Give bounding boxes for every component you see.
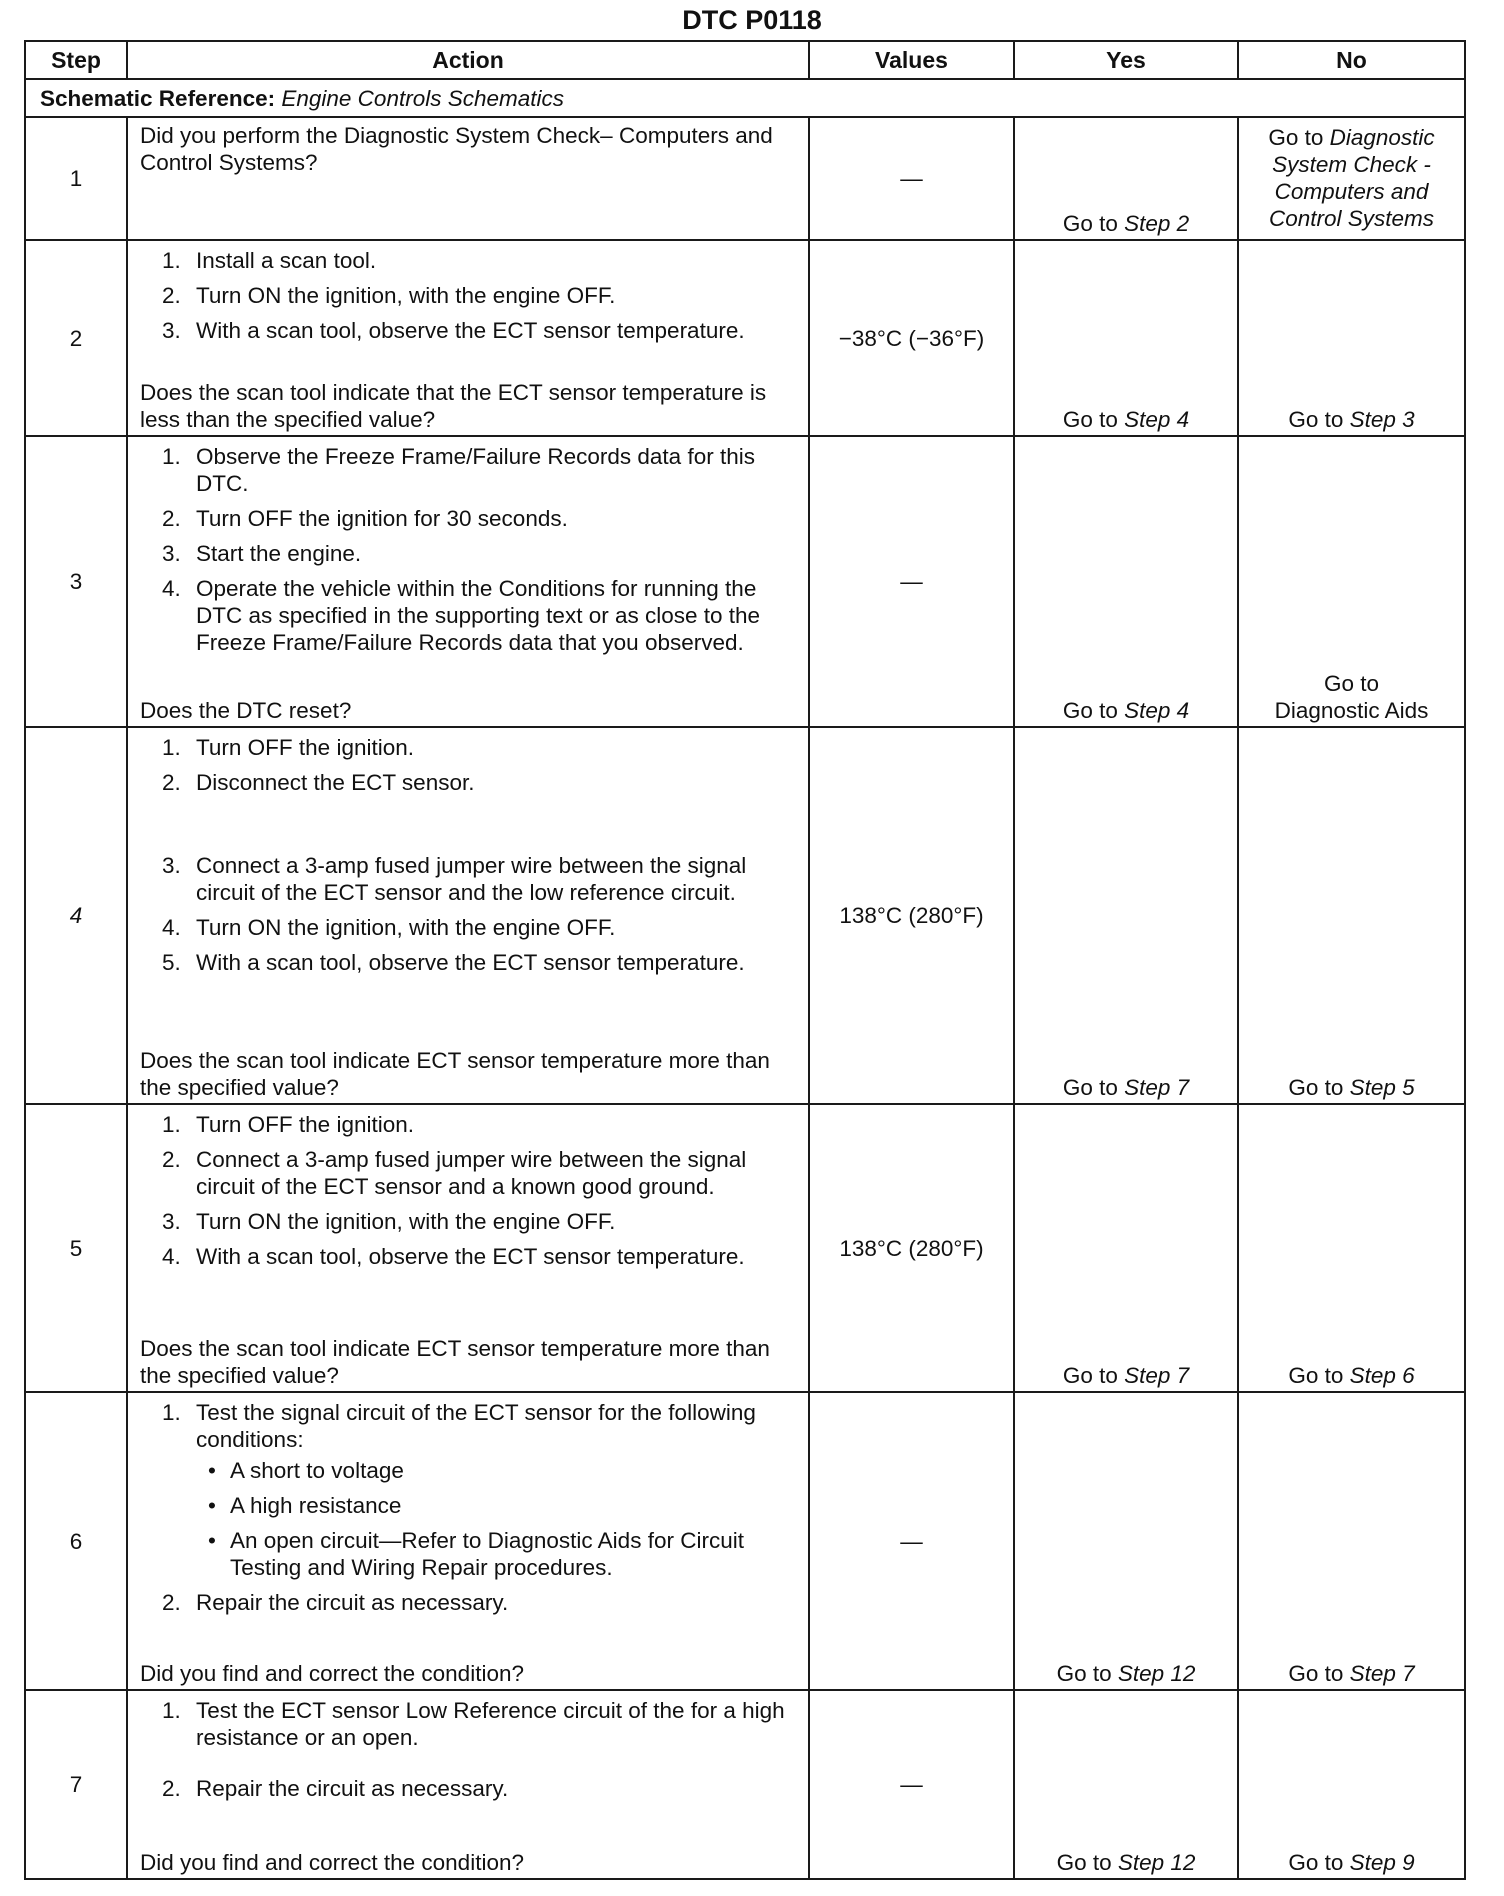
action-question: Does the scan tool indicate that the ECT sensor temperature is less than the specified value?: [140, 380, 767, 432]
step-number: 4: [25, 727, 127, 1104]
step-number: 1: [25, 117, 127, 240]
action-question: Did you find and correct the condition?: [140, 1661, 524, 1686]
action-steps: [140, 1697, 798, 1802]
list-item: 4. With a scan tool, observe the ECT sensor temperature.: [162, 1244, 745, 1269]
no-prefix: Go to: [1288, 1850, 1350, 1875]
schematic-reference-row: [25, 79, 1465, 117]
list-item: 1. Test the ECT sensor Low Reference circuit of the for a high resistance or an open.: [162, 1698, 785, 1750]
yes-prefix: Go to: [1062, 407, 1125, 432]
yes-link[interactable]: Step 7: [1124, 1363, 1190, 1388]
table-row: [25, 1104, 1465, 1392]
yes-cell: [1014, 1104, 1238, 1392]
action-cell: [127, 240, 809, 436]
action-cell: [127, 117, 809, 240]
action-steps: [140, 443, 798, 656]
list-item: 3. Turn ON the ignition, with the engine OFF.: [162, 1209, 616, 1234]
action-question: Does the DTC reset?: [140, 698, 352, 723]
values-cell: —: [809, 436, 1014, 727]
list-item: 1. Install a scan tool.: [162, 248, 377, 273]
no-link[interactable]: Step 3: [1349, 407, 1415, 432]
step-number: 7: [25, 1690, 127, 1879]
action-question: Does the scan tool indicate ECT sensor temperature more than the specified value?: [140, 1336, 770, 1388]
action-question: Did you perform the Diagnostic System Check– Computers and Control Systems?: [140, 123, 773, 175]
values-cell: —: [809, 1690, 1014, 1879]
action-cell: [127, 1690, 809, 1879]
no-link[interactable]: Step 7: [1349, 1661, 1415, 1686]
list-item: 2. Disconnect the ECT sensor.: [162, 770, 475, 795]
condition-bullets: [140, 1457, 798, 1581]
no-cell: [1238, 436, 1465, 727]
list-item: 1. Turn OFF the ignition.: [162, 1112, 415, 1137]
list-item: 2. Connect a 3-amp fused jumper wire between the signal circuit of the ECT sensor and a known good ground.: [162, 1147, 747, 1199]
list-item: 3. Start the engine.: [162, 541, 362, 566]
yes-link[interactable]: Step 7: [1124, 1075, 1190, 1100]
step-number: 3: [25, 436, 127, 727]
list-item: 1. Test the signal circuit of the ECT sensor for the following conditions: • A short to voltage • A high resistance • An open circuit—Refer to Diagnostic Aids for Circuit Testing and Wiring Repair procedures.: [140, 1399, 798, 1581]
values-cell: —: [809, 1392, 1014, 1690]
list-item: 1. Turn OFF the ignition.: [162, 735, 415, 760]
table-row: [25, 727, 1465, 1104]
table-row: [25, 117, 1465, 240]
no-prefix: Go to: [1288, 1661, 1350, 1686]
table-row: [25, 1392, 1465, 1690]
header-row: [25, 41, 1465, 79]
action-steps: [140, 1399, 798, 1616]
list-item: 2. Repair the circuit as necessary.: [162, 1776, 509, 1801]
header-values: Values: [809, 41, 1014, 79]
yes-link[interactable]: Step 4: [1124, 698, 1190, 723]
page-title: DTC P0118: [682, 5, 822, 35]
values-cell: 138°C (280°F): [809, 727, 1014, 1104]
header-no: No: [1238, 41, 1465, 79]
no-cell: [1238, 240, 1465, 436]
action-cell: [127, 1104, 809, 1392]
yes-link[interactable]: Step 2: [1124, 211, 1190, 236]
no-prefix: Go to: [1288, 407, 1350, 432]
yes-cell: [1014, 240, 1238, 436]
no-prefix: Go to: [1288, 1363, 1350, 1388]
list-item: 2. Turn ON the ignition, with the engine OFF.: [162, 283, 616, 308]
yes-prefix: Go to: [1056, 1661, 1118, 1686]
yes-cell: [1014, 117, 1238, 240]
action-steps: [140, 734, 798, 976]
schematic-link[interactable]: Engine Controls Schematics: [281, 85, 565, 111]
action-cell: [127, 727, 809, 1104]
table-row: [25, 436, 1465, 727]
values-cell: 138°C (280°F): [809, 1104, 1014, 1392]
no-link[interactable]: Diagnostic System Check - Computers and Control Systems: [1268, 124, 1435, 231]
header-yes: Yes: [1014, 41, 1238, 79]
values-cell: —: [809, 117, 1014, 240]
step-number: 6: [25, 1392, 127, 1690]
yes-link[interactable]: Step 12: [1117, 1850, 1196, 1875]
diagnostic-table: [24, 40, 1466, 1880]
list-item: 3. Connect a 3-amp fused jumper wire between the signal circuit of the ECT sensor and the low reference circuit.: [162, 853, 747, 905]
list-item: • An open circuit—Refer to Diagnostic Aids for Circuit Testing and Wiring Repair procedures.: [208, 1528, 744, 1580]
no-cell: [1238, 727, 1465, 1104]
list-item: 2. Turn OFF the ignition for 30 seconds.: [162, 506, 568, 531]
yes-prefix: Go to: [1056, 1850, 1118, 1875]
action-cell: [127, 1392, 809, 1690]
list-item: 2. Repair the circuit as necessary.: [162, 1590, 509, 1615]
no-link[interactable]: Step 5: [1349, 1075, 1415, 1100]
table-row: [25, 1690, 1465, 1879]
yes-link[interactable]: Step 4: [1124, 407, 1190, 432]
step-number: 2: [25, 240, 127, 436]
yes-cell: [1014, 727, 1238, 1104]
list-item: • A short to voltage: [208, 1458, 404, 1483]
action-question: Did you find and correct the condition?: [140, 1850, 524, 1875]
list-item: 1. Observe the Freeze Frame/Failure Records data for this DTC.: [162, 444, 755, 496]
no-link[interactable]: Step 6: [1349, 1363, 1415, 1388]
yes-prefix: Go to: [1062, 211, 1125, 236]
yes-cell: [1014, 1392, 1238, 1690]
no-prefix: Go to: [1268, 124, 1330, 150]
yes-prefix: Go to: [1062, 698, 1125, 723]
list-item: • A high resistance: [208, 1493, 402, 1518]
list-item: 4. Turn ON the ignition, with the engine OFF.: [162, 915, 616, 940]
no-link[interactable]: Go to Diagnostic Aids: [1274, 671, 1429, 723]
yes-link[interactable]: Step 12: [1117, 1661, 1196, 1686]
no-cell: [1238, 1392, 1465, 1690]
action-cell: [127, 436, 809, 727]
no-cell: [1238, 117, 1465, 240]
step-number: 5: [25, 1104, 127, 1392]
list-item: 5. With a scan tool, observe the ECT sensor temperature.: [162, 950, 745, 975]
header-action: Action: [127, 41, 809, 79]
no-prefix: Go to: [1288, 1075, 1350, 1100]
no-link[interactable]: Step 9: [1349, 1850, 1415, 1875]
action-question: Does the scan tool indicate ECT sensor temperature more than the specified value?: [140, 1048, 770, 1100]
values-cell: −38°C (−36°F): [809, 240, 1014, 436]
table-row: [25, 240, 1465, 436]
action-steps: [140, 1111, 798, 1270]
yes-cell: [1014, 436, 1238, 727]
schematic-label: Schematic Reference:: [40, 85, 276, 111]
no-cell: [1238, 1104, 1465, 1392]
yes-prefix: Go to: [1062, 1075, 1125, 1100]
yes-prefix: Go to: [1062, 1363, 1125, 1388]
yes-cell: [1014, 1690, 1238, 1879]
header-step: Step: [25, 41, 127, 79]
list-item: 4. Operate the vehicle within the Conditions for running the DTC as specified in the supporting text or as close to the Freeze Frame/Failure Records data that you observed.: [162, 576, 761, 655]
no-cell: [1238, 1690, 1465, 1879]
action-steps: [140, 247, 798, 344]
list-item: 3. With a scan tool, observe the ECT sensor temperature.: [162, 318, 745, 343]
